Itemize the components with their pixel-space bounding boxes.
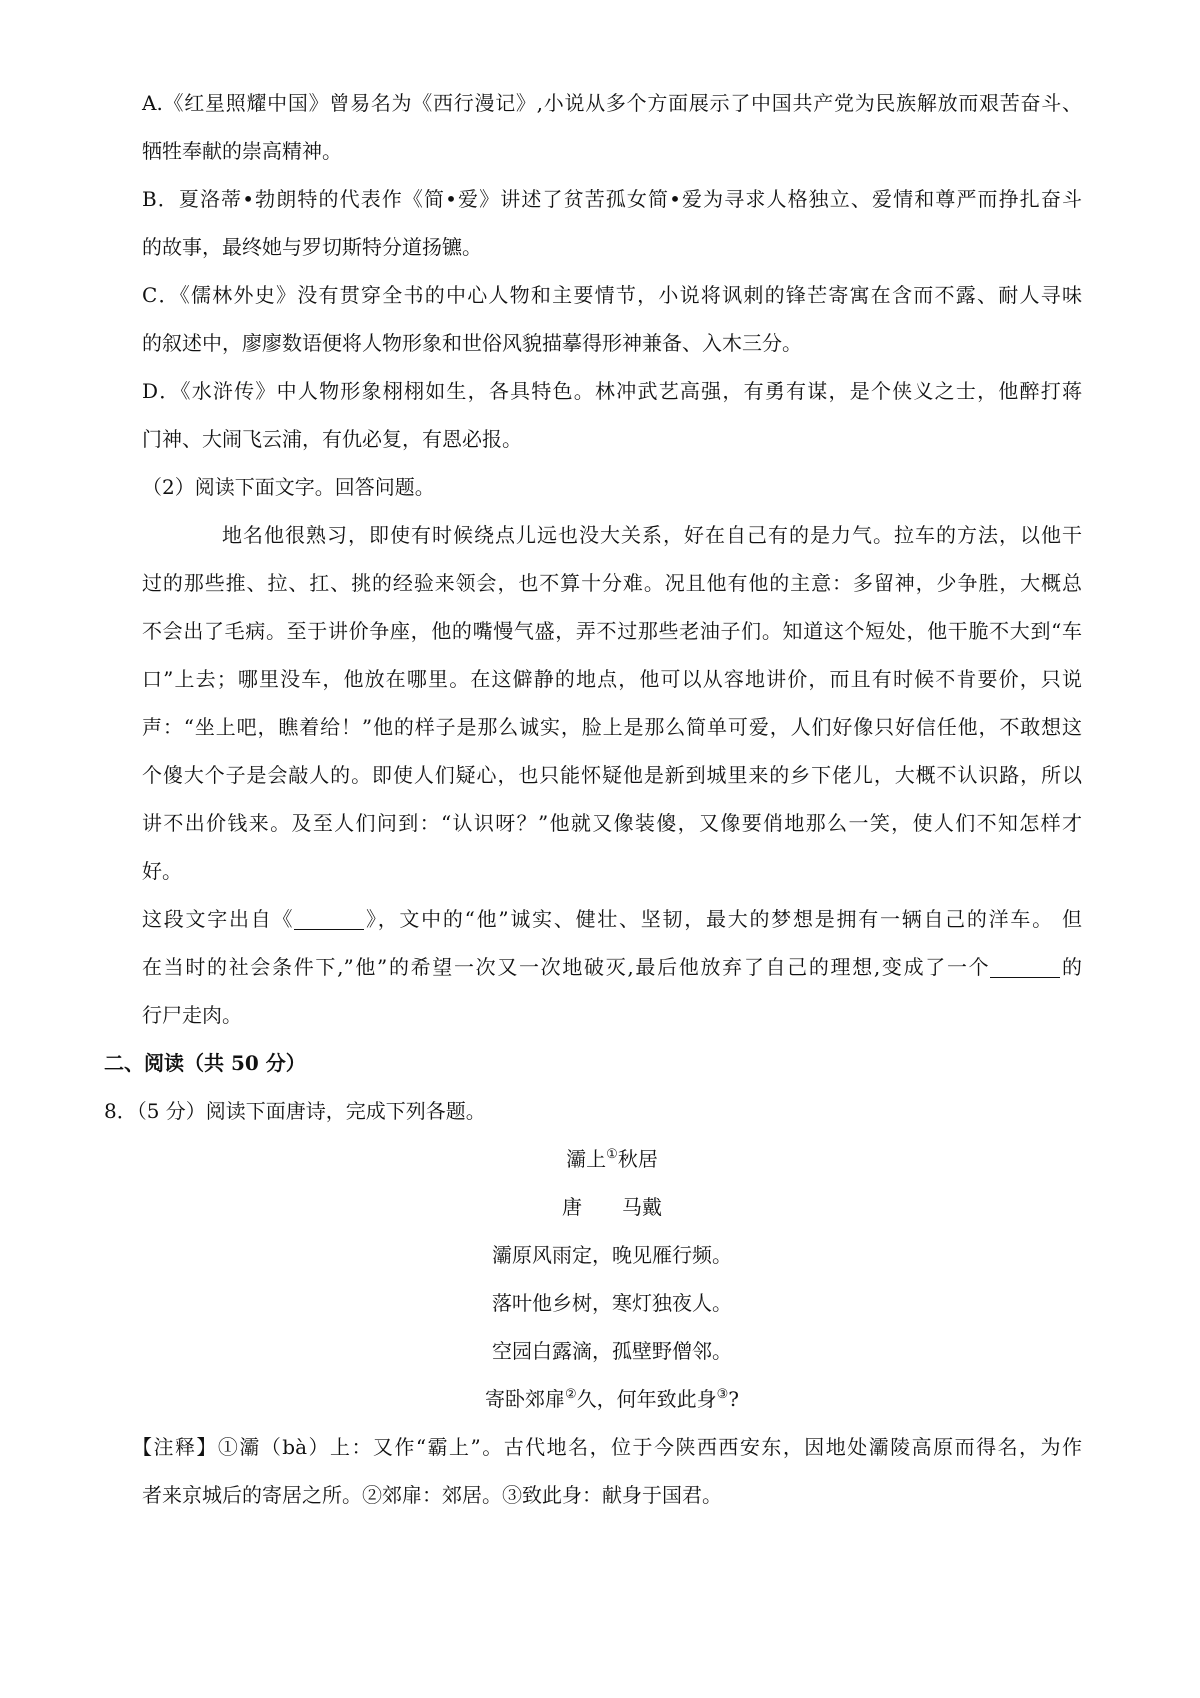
passage-line: 不会出了毛病。至于讲价争座，他的嘴慢气盛，弄不过那些老油子们。知道这个短处，他干脆不大到“车 [142,619,1082,643]
poem-author: 唐 马戴 [562,1195,662,1219]
passage-line: 好。 [142,859,182,883]
fill-question-line1 [142,904,1082,934]
option-d-line2: 门神、大闹飞云浦，有仇必复，有恩必报。 [142,427,522,451]
answer-blank-character[interactable] [990,957,1060,978]
poem-line: 落叶他乡树，寒灯独夜人。 [492,1291,732,1315]
exam-page [104,88,1082,1510]
option-a-line2: 牺牲奉献的崇高精神。 [142,139,342,163]
poem-line: 空园白露滴，孤壁野僧邻。 [492,1339,732,1363]
fill-question-text: 这段文字出自《 [142,907,295,931]
passage-line: 过的那些推、拉、扛、挑的经验来领会，也不算十分难。况且他有他的主意：多留神，少争胜，大概总 [142,571,1082,595]
poem-title-text: 秋居 [617,1147,658,1171]
poem-line: 灞原风雨定，晚见雁行频。 [492,1243,732,1267]
option-d-line1: D．《水浒传》中人物形象栩栩如生，各具特色。林冲武艺高强，有勇有谋，是个侠义之士，他醉打蒋 [142,379,1082,403]
notes-line1: 【注释】①灞（bà）上：又作“霸上”。古代地名，位于今陕西西安东，因地处灞陵高原而得名，为作 [132,1435,1082,1459]
fill-question-line3: 行尸走肉。 [142,1003,242,1027]
fill-question-text: 在当时的社会条件下,”他”的希望一次又一次地破灭,最后他放弃了自己的理想,变成了一个 [142,955,991,979]
question-8-prompt: 8．（5 分）阅读下面唐诗，完成下列各题。 [104,1099,486,1123]
passage-line: 口”上去；哪里没车，他放在哪里。在这僻静的地点，他可以从容地讲价，而且有时候不肯要价，只说 [142,667,1082,691]
option-a-line1: A.《红星照耀中国》曾易名为《西行漫记》,小说从多个方面展示了中国共产党为民族解放而艰苦奋斗、 [142,91,1082,115]
option-b-line2: 的故事，最终她与罗切斯特分道扬镳。 [142,235,482,259]
passage-line: 地名他很熟习，即使有时候绕点儿远也没大关系，好在自己有的是力气。拉车的方法，以他干 [222,523,1082,547]
footnote-marker: ③ [716,1387,729,1402]
fill-question-text: 》，文中的“他”诚实、健壮、坚韧，最大的梦想是拥有一辆自己的洋车。 但 [364,907,1082,931]
passage-line: 声：“坐上吧，瞧着给！”他的样子是那么诚实，脸上是那么简单可爱，人们好像只好信任他，不敢想这 [142,715,1082,739]
passage-line: 个傻大个子是会敲人的。即使人们疑心，也只能怀疑他是新到城里来的乡下佬儿，大概不认识路，所以 [142,763,1082,787]
notes-line2: 者来京城后的寄居之所。②郊扉：郊居。③致此身：献身于国君。 [142,1483,722,1507]
poem-line-text: 寄卧郊扉 [484,1387,565,1411]
footnote-marker: ② [564,1387,577,1402]
option-b-line1: B．夏洛蒂•勃朗特的代表作《简•爱》讲述了贫苦孤女简•爱为寻求人格独立、爱情和尊严而挣扎奋斗 [142,187,1082,211]
poem-title [142,1144,1082,1174]
footnote-marker: ① [606,1147,618,1162]
subquestion-2-heading: （2）阅读下面文字。回答问题。 [142,475,435,499]
section-heading: 二、阅读（共 50 分） [104,1051,306,1075]
fill-question-text: 的 [1060,955,1082,979]
poem-line-text: 久，何年致此身 [576,1387,717,1411]
answer-blank-book-title[interactable] [294,909,364,930]
option-c-line1: C．《儒林外史》没有贯穿全书的中心人物和主要情节，小说将讽刺的锋芒寄寓在含而不露、耐人寻味 [142,283,1082,307]
option-c-line2: 的叙述中，廖廖数语便将人物形象和世俗风貌描摹得形神兼备、入木三分。 [142,331,802,355]
poem-line [142,1384,1082,1414]
passage-line: 讲不出价钱来。及至人们问到：“认识呀？”他就又像装傻，又像要俏地那么一笑，使人们不知怎样才 [142,811,1082,835]
fill-question-line2 [142,952,1082,982]
poem-title-text: 灞上 [566,1147,607,1171]
poem-line-text: ? [728,1387,740,1411]
